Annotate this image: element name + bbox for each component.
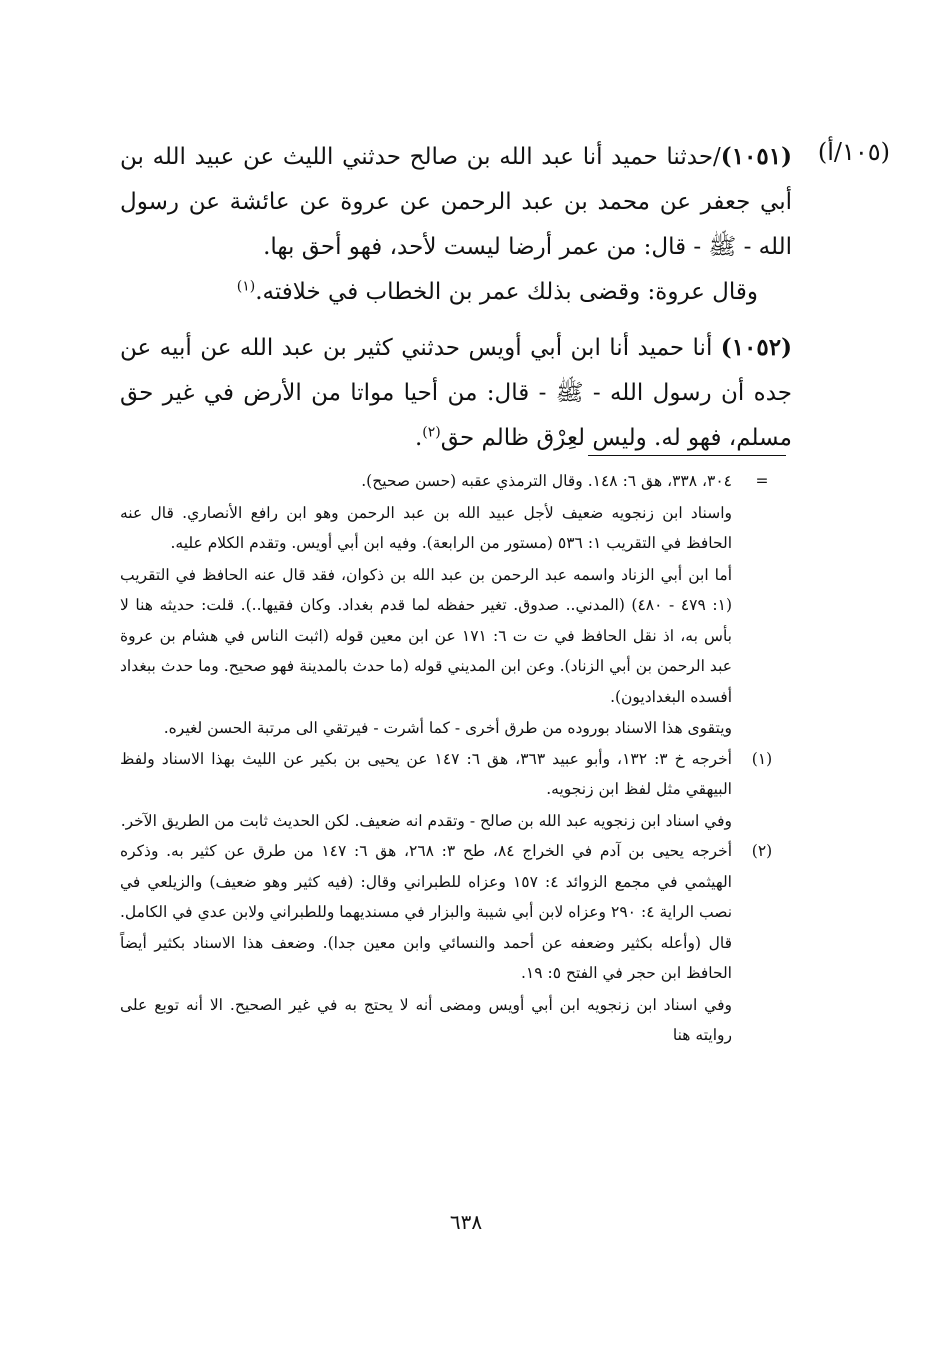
footnote-1: [120, 744, 792, 837]
footnote-paragraph: ويتقوى هذا الاسناد بوروده من طرق أخرى - كما أشرت - فيرتقي الى مرتبة الحسن لغيره.: [163, 719, 732, 737]
footnote-paragraph: أما ابن أبي الزناد واسمه عبد الرحمن بن عبد الله بن ذكوان، فقد قال عنه الحافظ في التقريب (١: ٤٧٩ - ٤٨٠) (المدني.. صدوق. تغير حفظه لما قدم بغداد. وكان فقيها..). قلت: حديثه هنا لا بأس به، اذ نقل الحافظ في ت ت ٦: ١٧١ عن ابن معين قوله (اثبت الناس في هشام بن عروة عبد الرحمن بن أبي الزناد). وعن ابن المديني قوله (ما حدث بالمدينة فهو صحيح. وما حدث ببغداد أفسده البغداديون).: [120, 565, 733, 706]
footnote-2: [120, 836, 792, 1051]
footnote-body: [120, 836, 732, 1051]
main-text: [120, 134, 792, 461]
footnote-number: (٢): [751, 842, 773, 860]
hadith-text: /حدثنا حميد أنا عبد الله بن صالح حدثني الليث عن عبيد الله بن أبي جعفر عن محمد بن عبد الرحمن عن عروة عن عائشة عن رسول الله - ﷺ - قال: من عمر أرضا ليست لأحد، فهو أحق بها.: [120, 144, 792, 260]
footnote-body: [120, 744, 732, 837]
footnote-body: [120, 466, 732, 744]
footnote-divider: [588, 455, 786, 456]
footnote-paragraph: أخرجه خ ٣: ١٣٢، وأبو عبيد ٣٦٣، هق ٦: ١٤٧ عن يحيى بن بكير عن الليث بهذا الاسناد ولفظ البيهقي مثل لفظ ابن زنجويه.: [120, 749, 732, 798]
footnote-reference: (٢): [422, 424, 441, 441]
footnote-paragraph: وفي اسناد ابن زنجويه عبد الله بن صالح - وتقدم انه ضعيف. لكن الحديث ثابت من الطريق الآخر.: [120, 811, 732, 830]
hadith-1051: [120, 134, 792, 270]
manuscript-folio-reference: (١٠٥/أ): [817, 138, 890, 166]
footnotes-section: [120, 466, 792, 1051]
footnote-paragraph: ٣٠٤، ٣٣٨، هق ٦: ١٤٨. وقال الترمذي عقبه (حسن صحيح).: [361, 472, 732, 490]
hadith-1051-followup: [120, 270, 792, 315]
hadith-end-mark: .: [414, 425, 423, 451]
footnote-paragraph: واسناد ابن زنجويه ضعيف لأجل عبيد الله بن عبد الرحمن وهو ابن رافع الأنصاري. قال عنه الحافظ في التقريب ١: ٥٣٦ (مستور من الرابعة). وفيه ابن أبي أويس. وتقدم الكلام عليه.: [120, 503, 732, 552]
page-number: ٦٣٨: [449, 1210, 483, 1234]
footnote-reference: (١): [236, 278, 256, 295]
hadith-number: (١٠٥٢): [720, 334, 792, 361]
footnote-number: (١): [751, 749, 773, 768]
hadith-text: أنا حميد أنا ابن أبي أويس حدثني كثير بن عبد الله عن أبيه عن جده أن رسول الله - ﷺ - قال: من أحيا مواتا من الأرض في غير حق مسلم، فهو له. وليس لعِرْق ظالم حق: [120, 335, 792, 451]
continuation-mark: =: [755, 472, 769, 490]
footnote-continuation: [120, 466, 792, 744]
footnote-paragraph: وفي اسناد ابن زنجويه ابن أبي أويس ومضى أنه لا يحتج به في غير الصحيح. الا أنه توبع على روايته هنا: [120, 995, 732, 1044]
hadith-number: (١٠٥١): [720, 143, 792, 170]
hadith-1052: [120, 325, 792, 461]
footnote-paragraph: أخرجه يحيى بن آدم في الخراج ٨٤، طح ٣: ٢٦٨، هق ٦: ١٤٧ من طرق عن كثير به. وذكره الهيثمي في مجمع الزوائد ٤: ١٥٧ وعزاه للطبراني وقال: (فيه كثير وهو ضعيف) والزيلعي في نصب الراية ٤: ٢٩٠ وعزاه لابن أبي شيبة والبزار في مسنديهما وللطبراني ولابن عدي في الكامل. قال (وأعله بكثير وضعفه عن أحمد والنسائي وابن معين جدا). وضعف هذا الاسناد بكثير أيضاً الحافظ ابن حجر في الفتح ٥: ١٩.: [120, 842, 733, 982]
followup-text: وقال عروة: وقضى بذلك عمر بن الخطاب في خلافته.: [255, 279, 758, 305]
